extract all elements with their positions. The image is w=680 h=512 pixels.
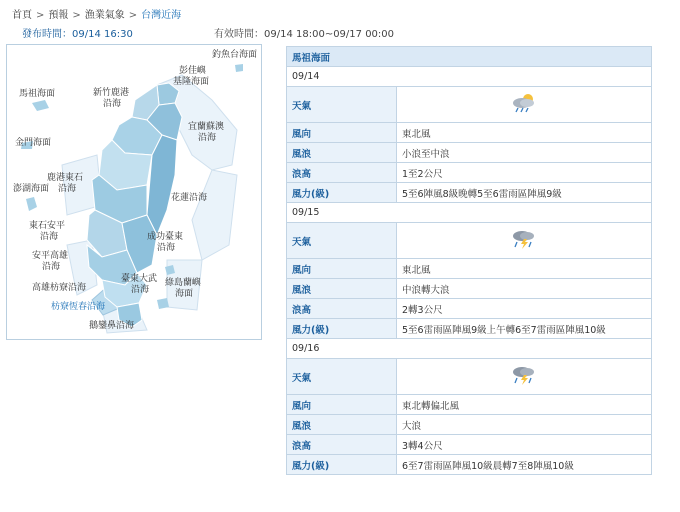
wave-height-value: 2轉3公尺 — [397, 299, 652, 319]
wave-height-label: 浪高 — [287, 435, 397, 455]
breadcrumb — [12, 6, 181, 21]
map-label-hsinchu-lukang-2[interactable]: 沿海 — [103, 99, 122, 109]
map-label-anping-kaohsiung[interactable]: 安平高雄 — [32, 251, 69, 261]
wind-force-value: 5至6雷雨區陣風9級上午轉6至7雷雨區陣風10級 — [397, 319, 652, 339]
wind-force-value: 6至7雷雨區陣風10級晨轉7至8陣風10級 — [397, 455, 652, 475]
weather-label: 天氣 — [287, 359, 397, 395]
weather-label: 天氣 — [287, 223, 397, 259]
wind-force-label: 風力(級) — [287, 183, 397, 203]
wind-dir-value: 東北風 — [397, 259, 652, 279]
weather-cell — [397, 359, 652, 395]
map-label-yilan[interactable]: 宜蘭蘇澳 — [188, 122, 225, 132]
valid-time: 有效時間：09/14 18:00~09/17 00:00 — [214, 29, 395, 40]
wave-label: 風浪 — [287, 415, 397, 435]
map-label-kinmen[interactable]: 金門海面 — [15, 138, 52, 148]
wave-label: 風浪 — [287, 279, 397, 299]
thunderstorm-rain-icon — [509, 363, 539, 387]
breadcrumb-forecast[interactable]: 預報 — [48, 10, 69, 21]
weather-label: 天氣 — [287, 87, 397, 123]
map-label-anping-kaohsiung-2[interactable]: 沿海 — [42, 262, 61, 272]
map-label-hsinchu-lukang[interactable]: 新竹鹿港 — [93, 88, 130, 98]
wave-value: 大浪 — [397, 415, 652, 435]
sea-area-map — [6, 44, 262, 340]
thunderstorm-rain-icon — [509, 227, 539, 251]
weather-cell — [397, 223, 652, 259]
map-label-dongshi-anping-2[interactable]: 沿海 — [40, 232, 59, 242]
map-label-taitung-dawu-2[interactable]: 沿海 — [131, 285, 150, 295]
wind-dir-label: 風向 — [287, 123, 397, 143]
wave-height-value: 3轉4公尺 — [397, 435, 652, 455]
map-label-kaohsiung-fangliao[interactable]: 高雄枋寮沿海 — [32, 283, 87, 293]
diaoyutai-island[interactable] — [235, 64, 243, 72]
map-label-yilan-2[interactable]: 沿海 — [198, 133, 217, 143]
forecast-date: 09/15 — [287, 203, 652, 223]
wave-height-label: 浪高 — [287, 299, 397, 319]
wind-force-value: 5至6陣風8級晚轉5至6雷雨區陣風9級 — [397, 183, 652, 203]
map-label-lukang-dongshi-2[interactable]: 沿海 — [58, 184, 77, 194]
wind-dir-label: 風向 — [287, 395, 397, 415]
sea-zone[interactable] — [192, 170, 237, 260]
breadcrumb-separator: > — [128, 10, 138, 21]
wind-dir-label: 風向 — [287, 259, 397, 279]
wave-value: 小浪至中浪 — [397, 143, 652, 163]
breadcrumb-separator: > — [36, 10, 45, 21]
wave-height-label: 浪高 — [287, 163, 397, 183]
issue-time: 發布時間：09/14 16:30 — [22, 29, 133, 40]
matsu-island[interactable] — [32, 100, 49, 111]
breadcrumb-separator: > — [72, 10, 81, 21]
partly-cloudy-rain-icon — [509, 91, 539, 115]
map-label-eluanbi[interactable]: 鵝鑾鼻沿海 — [89, 321, 135, 331]
wave-height-value: 1至2公尺 — [397, 163, 652, 183]
map-label-green-orchid[interactable]: 綠島蘭嶼 — [165, 278, 202, 288]
wind-dir-value: 東北轉偏北風 — [397, 395, 652, 415]
forecast-date: 09/16 — [287, 339, 652, 359]
map-label-chenggong-taitung[interactable]: 成功臺東 — [147, 232, 184, 242]
weather-cell — [397, 87, 652, 123]
forecast-date: 09/14 — [287, 67, 652, 87]
forecast-area-title: 馬祖海面 — [287, 47, 652, 67]
breadcrumb-fishery[interactable]: 漁業氣象 — [84, 10, 125, 21]
map-label-pengjia[interactable]: 彭佳嶼 — [179, 66, 207, 76]
wave-label: 風浪 — [287, 143, 397, 163]
map-label-penghu[interactable]: 澎湖海面 — [13, 184, 50, 194]
wind-force-label: 風力(級) — [287, 455, 397, 475]
map-label-chenggong-taitung-2[interactable]: 沿海 — [157, 243, 176, 253]
map-label-fangliao-hengchun[interactable]: 枋寮恆春沿海 — [51, 302, 106, 312]
map-label-diaoyutai[interactable]: 釣魚台海面 — [212, 50, 258, 60]
map-label-hualien[interactable]: 花蓮沿海 — [171, 193, 208, 203]
map-label-lukang-dongshi[interactable]: 鹿港東石 — [47, 173, 84, 183]
map-label-matsu[interactable]: 馬祖海面 — [19, 89, 56, 99]
breadcrumb-current: 台灣近海 — [141, 10, 182, 21]
map-label-taitung-dawu[interactable]: 臺東大武 — [121, 274, 158, 284]
map-label-dongshi-anping[interactable]: 東石安平 — [29, 221, 66, 231]
wind-dir-value: 東北風 — [397, 123, 652, 143]
map-label-keelung[interactable]: 基隆海面 — [173, 77, 210, 87]
map-label-green-orchid-2[interactable]: 海面 — [175, 289, 194, 299]
forecast-table — [286, 46, 652, 475]
wave-value: 中浪轉大浪 — [397, 279, 652, 299]
wind-force-label: 風力(級) — [287, 319, 397, 339]
orchid-island[interactable] — [157, 298, 169, 309]
breadcrumb-home[interactable]: 首頁 — [12, 10, 32, 21]
penghu-island[interactable] — [26, 197, 37, 211]
